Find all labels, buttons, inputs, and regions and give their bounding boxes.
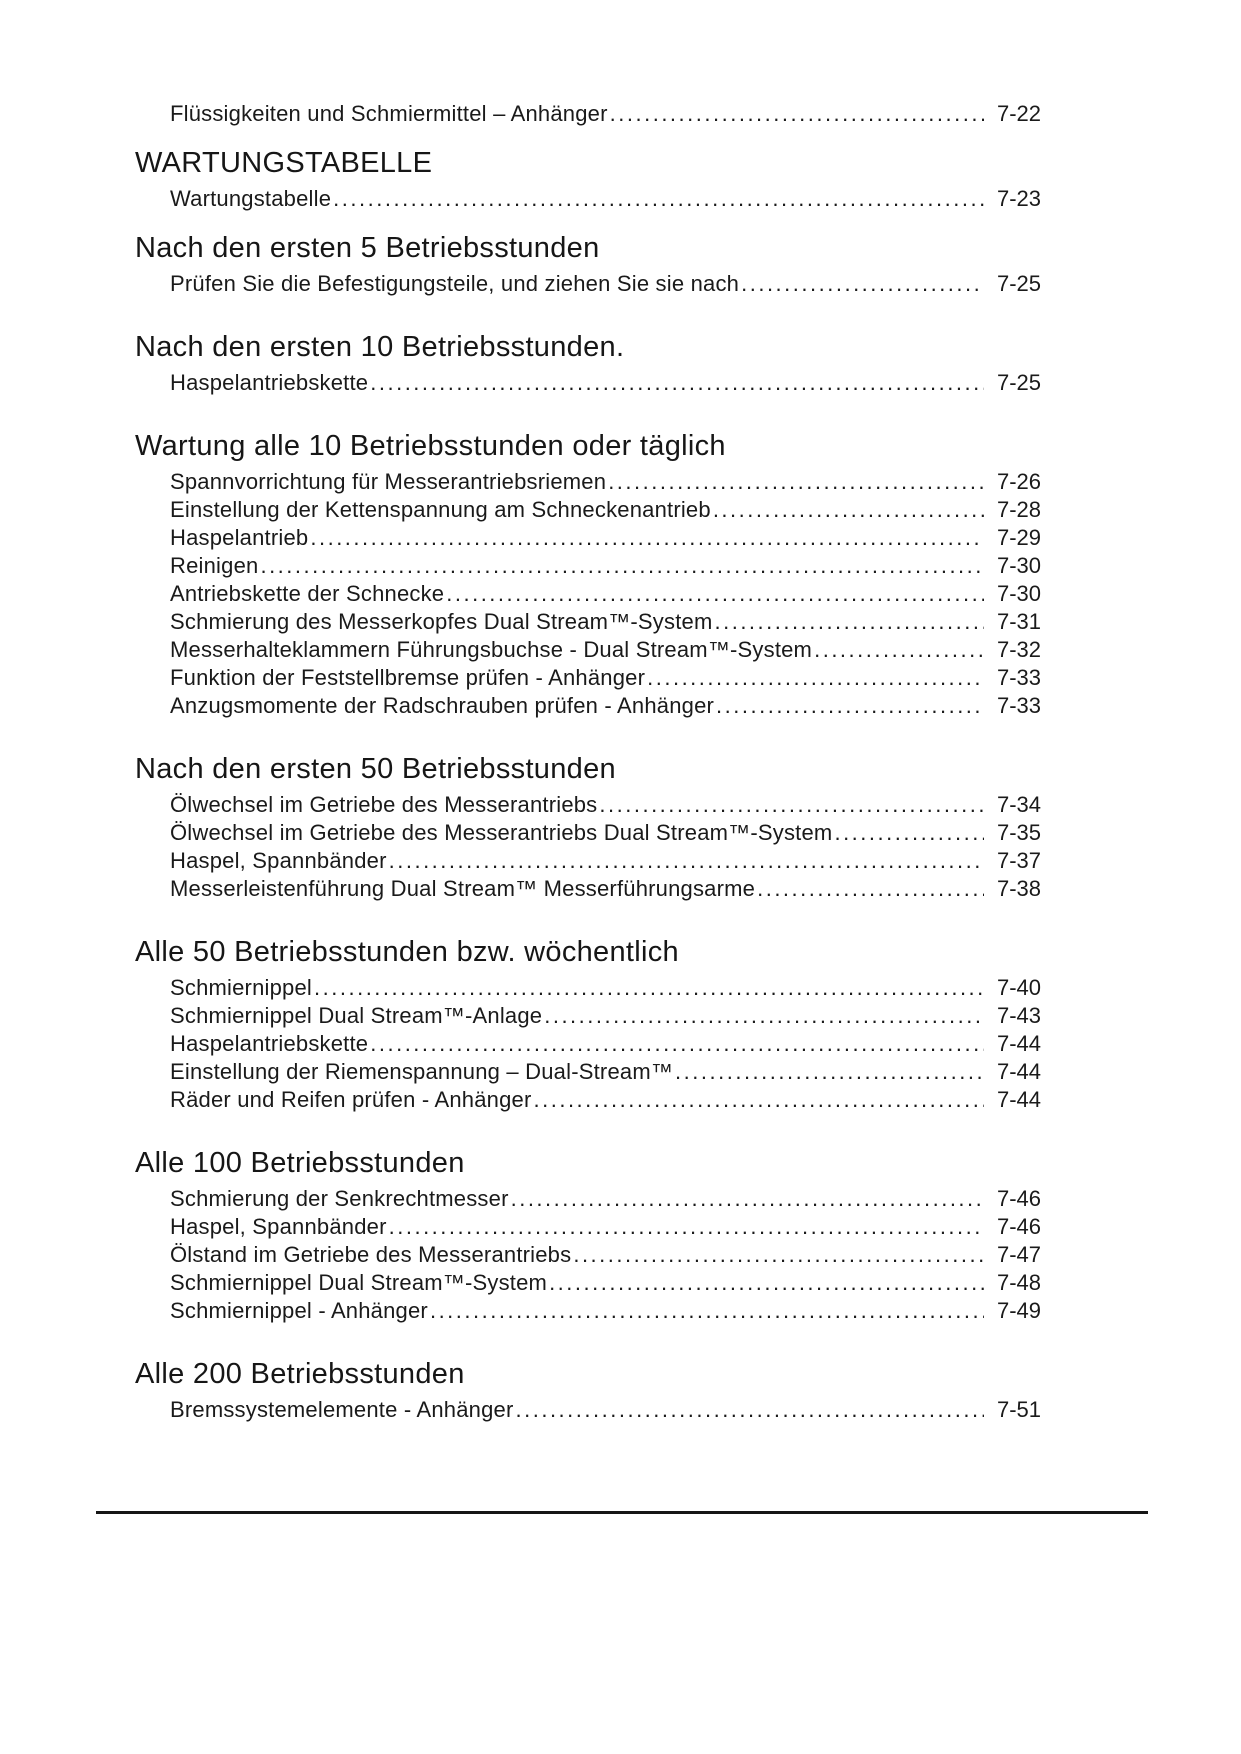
entry-page-number: 7-26 bbox=[996, 469, 1041, 494]
toc-entry bbox=[170, 974, 1041, 1002]
entry-label: Ölstand im Getriebe des Messerantriebs bbox=[170, 1242, 572, 1267]
entry-page-number: 7-30 bbox=[996, 553, 1041, 578]
entry-page-number: 7-29 bbox=[996, 525, 1041, 550]
entry-label: Reinigen bbox=[170, 553, 259, 578]
leader-dots bbox=[534, 1086, 985, 1114]
entry-page-number: 7-37 bbox=[996, 848, 1041, 873]
section-entries bbox=[170, 1185, 1041, 1325]
entry-page-number: 7-33 bbox=[996, 665, 1041, 690]
toc-entry bbox=[170, 100, 1041, 128]
entry-page-number: 7-30 bbox=[996, 581, 1041, 606]
entry-page-number: 7-32 bbox=[996, 637, 1041, 662]
section-entries bbox=[170, 468, 1041, 720]
leader-dots bbox=[814, 636, 984, 664]
toc-entry bbox=[170, 468, 1041, 496]
toc-section bbox=[135, 231, 1041, 298]
entry-page-number: 7-23 bbox=[996, 186, 1041, 211]
toc-entry bbox=[170, 847, 1041, 875]
toc-entry bbox=[170, 270, 1041, 298]
toc-entry bbox=[170, 1058, 1041, 1086]
toc-entry bbox=[170, 1241, 1041, 1269]
entry-page-number: 7-38 bbox=[996, 876, 1041, 901]
toc-entry bbox=[170, 791, 1041, 819]
footer-rule bbox=[96, 1511, 1148, 1514]
leader-dots bbox=[370, 369, 984, 397]
leader-dots bbox=[716, 692, 984, 720]
entry-label: Einstellung der Riemenspannung – Dual-Stream™ bbox=[170, 1059, 674, 1084]
entry-page-number: 7-25 bbox=[996, 271, 1041, 296]
leader-dots bbox=[757, 875, 984, 903]
entry-label: Funktion der Feststellbremse prüfen - Anhänger bbox=[170, 665, 646, 690]
entry-label: Haspelantrieb bbox=[170, 525, 309, 550]
section-heading: Alle 200 Betriebsstunden bbox=[135, 1358, 465, 1390]
entry-label: Haspel, Spannbänder bbox=[170, 1214, 387, 1239]
section-entries bbox=[170, 369, 1041, 397]
entry-page-number: 7-33 bbox=[996, 693, 1041, 718]
section-entries bbox=[170, 100, 1041, 128]
entry-label: Anzugsmomente der Radschrauben prüfen - Anhänger bbox=[170, 693, 715, 718]
entry-label: Ölwechsel im Getriebe des Messerantriebs Dual Stream™-System bbox=[170, 820, 833, 845]
toc-entry bbox=[170, 552, 1041, 580]
entry-page-number: 7-28 bbox=[996, 497, 1041, 522]
section-entries bbox=[170, 185, 1041, 213]
entry-page-number: 7-44 bbox=[996, 1031, 1041, 1056]
toc-section bbox=[135, 330, 1041, 397]
toc-section bbox=[135, 429, 1041, 720]
section-heading: Alle 50 Betriebsstunden bzw. wöchentlich bbox=[135, 936, 679, 968]
toc-entry bbox=[170, 496, 1041, 524]
toc-entry bbox=[170, 1297, 1041, 1325]
entry-label: Haspelantriebskette bbox=[170, 1031, 369, 1056]
toc-entry bbox=[170, 580, 1041, 608]
leader-dots bbox=[370, 1030, 984, 1058]
leader-dots bbox=[741, 270, 984, 298]
table-of-contents bbox=[135, 100, 1041, 1424]
leader-dots bbox=[608, 468, 984, 496]
entry-label: Schmiernippel Dual Stream™-System bbox=[170, 1270, 548, 1295]
entry-label: Prüfen Sie die Befestigungsteile, und ziehen Sie sie nach bbox=[170, 271, 740, 296]
entry-label: Haspel, Spannbänder bbox=[170, 848, 387, 873]
entry-label: Einstellung der Kettenspannung am Schneckenantrieb bbox=[170, 497, 711, 522]
leader-dots bbox=[389, 1213, 984, 1241]
entry-label: Antriebskette der Schnecke bbox=[170, 581, 445, 606]
entry-label: Messerhalteklammern Führungsbuchse - Dual Stream™-System bbox=[170, 637, 813, 662]
entry-label: Messerleistenführung Dual Stream™ Messerführungsarme bbox=[170, 876, 756, 901]
leader-dots bbox=[333, 185, 984, 213]
toc-entry bbox=[170, 1269, 1041, 1297]
entry-page-number: 7-44 bbox=[996, 1059, 1041, 1084]
leader-dots bbox=[714, 608, 984, 636]
entry-label: Bremssystemelemente - Anhänger bbox=[170, 1397, 514, 1422]
leader-dots bbox=[446, 580, 984, 608]
entry-page-number: 7-34 bbox=[996, 792, 1041, 817]
section-entries bbox=[170, 270, 1041, 298]
toc-section bbox=[135, 146, 1041, 213]
section-entries bbox=[170, 791, 1041, 903]
section-entries bbox=[170, 974, 1041, 1114]
entry-page-number: 7-35 bbox=[996, 820, 1041, 845]
toc-entry bbox=[170, 819, 1041, 847]
toc-entry bbox=[170, 664, 1041, 692]
toc-entry bbox=[170, 1185, 1041, 1213]
toc-section bbox=[135, 100, 1041, 128]
toc-entry bbox=[170, 1086, 1041, 1114]
entry-page-number: 7-40 bbox=[996, 975, 1041, 1000]
entry-label: Räder und Reifen prüfen - Anhänger bbox=[170, 1087, 532, 1112]
toc-entry bbox=[170, 1002, 1041, 1030]
toc-entry bbox=[170, 524, 1041, 552]
toc-entry bbox=[170, 636, 1041, 664]
toc-entry bbox=[170, 608, 1041, 636]
section-heading: Nach den ersten 50 Betriebsstunden bbox=[135, 753, 616, 785]
toc-entry bbox=[170, 369, 1041, 397]
entry-page-number: 7-22 bbox=[996, 101, 1041, 126]
toc-entry bbox=[170, 1396, 1041, 1424]
entry-page-number: 7-44 bbox=[996, 1087, 1041, 1112]
leader-dots bbox=[310, 524, 984, 552]
leader-dots bbox=[260, 552, 984, 580]
toc-section bbox=[135, 752, 1041, 903]
toc-section bbox=[135, 1357, 1041, 1424]
entry-label: Wartungstabelle bbox=[170, 186, 332, 211]
leader-dots bbox=[544, 1002, 984, 1030]
toc-section bbox=[135, 1146, 1041, 1325]
leader-dots bbox=[511, 1185, 984, 1213]
section-heading: Alle 100 Betriebsstunden bbox=[135, 1147, 465, 1179]
entry-page-number: 7-49 bbox=[996, 1298, 1041, 1323]
section-entries bbox=[170, 1396, 1041, 1424]
toc-entry bbox=[170, 185, 1041, 213]
section-heading: Nach den ersten 10 Betriebsstunden. bbox=[135, 331, 625, 363]
leader-dots bbox=[573, 1241, 984, 1269]
section-heading: WARTUNGSTABELLE bbox=[135, 147, 433, 179]
entry-page-number: 7-31 bbox=[996, 609, 1041, 634]
leader-dots bbox=[549, 1269, 984, 1297]
entry-page-number: 7-25 bbox=[996, 370, 1041, 395]
leader-dots bbox=[389, 847, 984, 875]
toc-entry bbox=[170, 875, 1041, 903]
entry-label: Schmierung des Messerkopfes Dual Stream™-System bbox=[170, 609, 713, 634]
toc-entry bbox=[170, 692, 1041, 720]
leader-dots bbox=[675, 1058, 984, 1086]
entry-label: Schmiernippel bbox=[170, 975, 313, 1000]
leader-dots bbox=[314, 974, 984, 1002]
entry-label: Flüssigkeiten und Schmiermittel – Anhänger bbox=[170, 101, 608, 126]
entry-page-number: 7-48 bbox=[996, 1270, 1041, 1295]
entry-label: Ölwechsel im Getriebe des Messerantriebs bbox=[170, 792, 598, 817]
entry-page-number: 7-47 bbox=[996, 1242, 1041, 1267]
entry-label: Haspelantriebskette bbox=[170, 370, 369, 395]
leader-dots bbox=[516, 1396, 985, 1424]
leader-dots bbox=[647, 664, 984, 692]
entry-label: Spannvorrichtung für Messerantriebsriemen bbox=[170, 469, 607, 494]
entry-page-number: 7-43 bbox=[996, 1003, 1041, 1028]
entry-label: Schmiernippel - Anhänger bbox=[170, 1298, 428, 1323]
entry-page-number: 7-46 bbox=[996, 1186, 1041, 1211]
section-heading: Wartung alle 10 Betriebsstunden oder täglich bbox=[135, 430, 726, 462]
section-heading: Nach den ersten 5 Betriebsstunden bbox=[135, 232, 600, 264]
leader-dots bbox=[599, 791, 984, 819]
leader-dots bbox=[430, 1297, 984, 1325]
entry-label: Schmierung der Senkrechtmesser bbox=[170, 1186, 509, 1211]
toc-entry bbox=[170, 1213, 1041, 1241]
entry-label: Schmiernippel Dual Stream™-Anlage bbox=[170, 1003, 543, 1028]
toc-entry bbox=[170, 1030, 1041, 1058]
entry-page-number: 7-51 bbox=[996, 1397, 1041, 1422]
leader-dots bbox=[834, 819, 984, 847]
leader-dots bbox=[610, 100, 984, 128]
entry-page-number: 7-46 bbox=[996, 1214, 1041, 1239]
toc-section bbox=[135, 935, 1041, 1114]
leader-dots bbox=[713, 496, 984, 524]
